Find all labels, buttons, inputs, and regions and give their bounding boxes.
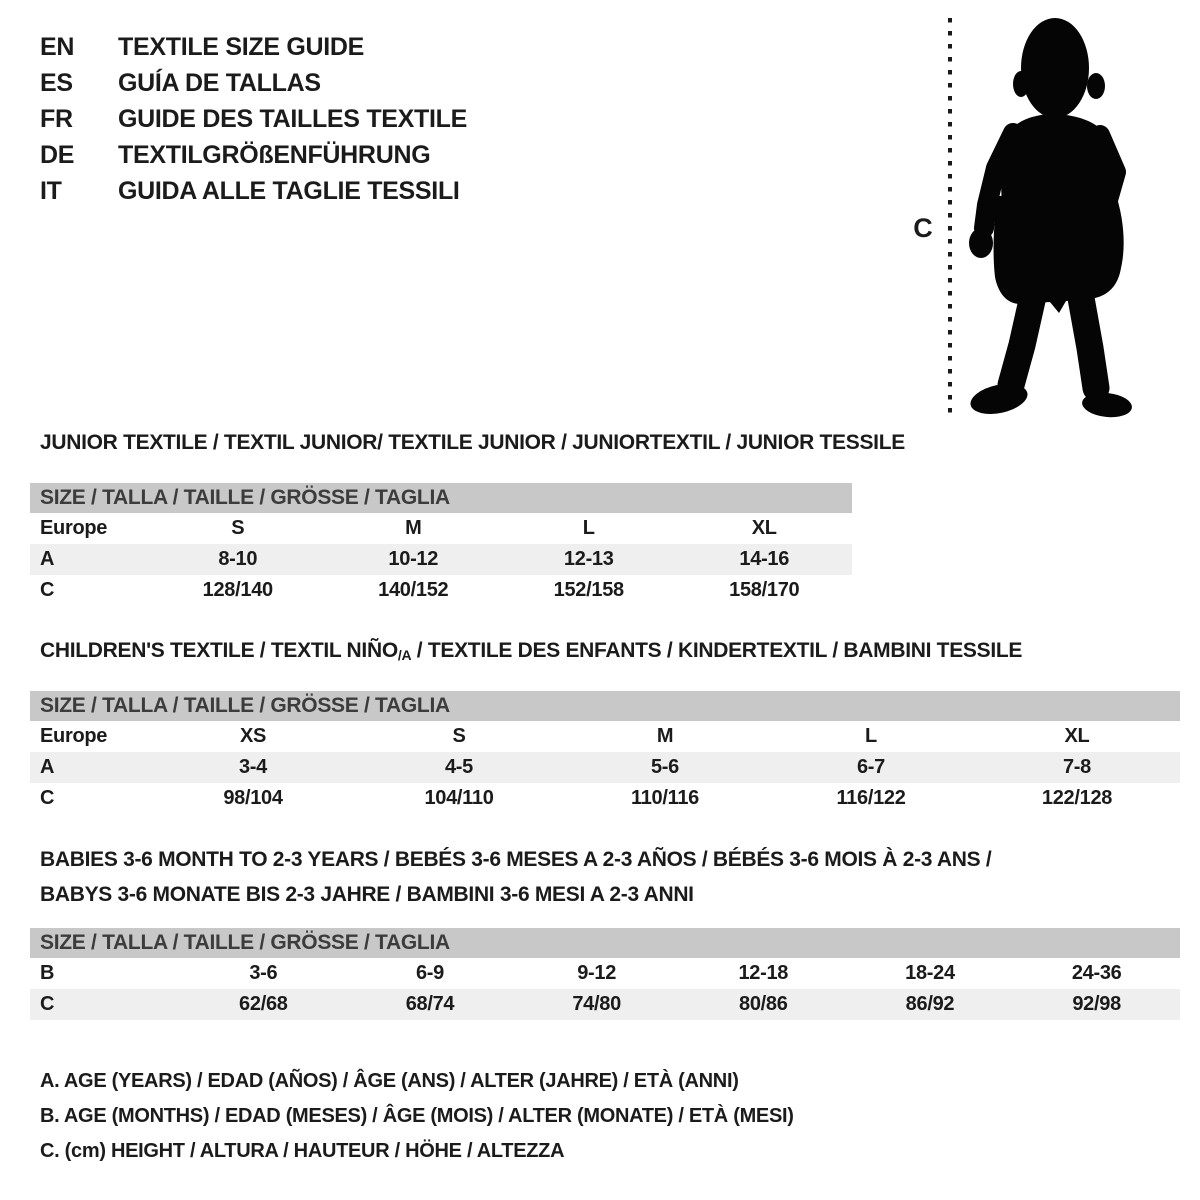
- table-row: [30, 989, 1180, 1020]
- value-cell: 3-4: [238, 756, 267, 778]
- language-row: [40, 29, 467, 65]
- section-childrens-textile: [30, 638, 1180, 814]
- value-cell: 12-13: [563, 548, 614, 570]
- language-code: IT: [40, 176, 62, 205]
- childrens-title-rest: / TEXTILE DES ENFANTS / KINDERTEXTIL / BAMBINI TESSILE: [411, 639, 1023, 662]
- table-row: [30, 721, 1180, 752]
- row-label-cell: A: [40, 756, 55, 778]
- value-cell: 8-10: [218, 548, 258, 570]
- value-cell: S: [452, 725, 466, 747]
- row-label-cell: Europe: [40, 517, 108, 539]
- babies-section-title: [40, 842, 1180, 912]
- language-code: FR: [40, 104, 73, 133]
- babies-title-line1: BABIES 3-6 MONTH TO 2-3 YEARS / BEBÉS 3-6 MESES A 2-3 AÑOS / BÉBÉS 3-6 MOIS À 2-3 ANS /: [40, 848, 992, 871]
- childrens-size-table: [30, 721, 1180, 814]
- legend-line-age-years: A. AGE (YEARS) / EDAD (AÑOS) / ÂGE (ANS) / ALTER (JAHRE) / ETÀ (ANNI): [40, 1070, 739, 1092]
- value-cell: 122/128: [1041, 787, 1113, 809]
- row-label-cell: A: [40, 548, 55, 570]
- value-cell: 158/170: [729, 579, 800, 601]
- value-cell: 140/152: [378, 579, 449, 601]
- legend-line-age-months: B. AGE (MONTHS) / EDAD (MESES) / ÂGE (MOIS) / ALTER (MONATE) / ETÀ (MESI): [40, 1105, 794, 1127]
- value-cell: 7-8: [1062, 756, 1091, 778]
- value-cell: L: [582, 517, 595, 539]
- childrens-size-header-bar: SIZE / TALLA / TAILLE / GRÖSSE / TAGLIA: [30, 691, 1180, 721]
- value-cell: 74/80: [572, 993, 621, 1015]
- child-silhouette-figure: [900, 0, 1160, 420]
- row-label-cell: C: [40, 579, 55, 601]
- value-cell: 92/98: [1072, 993, 1121, 1015]
- legend: [40, 1064, 794, 1169]
- child-silhouette-icon: [968, 18, 1133, 420]
- value-cell: L: [865, 725, 877, 747]
- language-row: [40, 137, 467, 173]
- language-title: GUÍA DE TALLAS: [118, 68, 321, 97]
- value-cell: 4-5: [444, 756, 473, 778]
- value-cell: 12-18: [738, 962, 789, 984]
- value-cell: 104/110: [424, 787, 494, 809]
- junior-section-title: JUNIOR TEXTILE / TEXTIL JUNIOR/ TEXTILE JUNIOR / JUNIORTEXTIL / JUNIOR TESSILE: [40, 431, 905, 454]
- language-title: TEXTILGRÖßENFÜHRUNG: [118, 140, 431, 169]
- childrens-title-main: CHILDREN'S TEXTILE / TEXTIL NIÑO: [40, 639, 398, 662]
- language-code: DE: [40, 140, 75, 169]
- language-title: TEXTILE SIZE GUIDE: [118, 32, 365, 61]
- value-cell: 128/140: [202, 579, 273, 601]
- junior-size-header-bar: SIZE / TALLA / TAILLE / GRÖSSE / TAGLIA: [30, 483, 852, 513]
- value-cell: XL: [751, 517, 777, 539]
- value-cell: 68/74: [405, 993, 455, 1015]
- table-row: [30, 513, 852, 544]
- value-cell: 116/122: [836, 787, 906, 809]
- value-cell: 14-16: [739, 548, 790, 570]
- babies-size-header-bar: SIZE / TALLA / TAILLE / GRÖSSE / TAGLIA: [30, 928, 1180, 958]
- language-title: GUIDA ALLE TAGLIE TESSILI: [118, 176, 460, 205]
- row-label-cell: C: [40, 993, 55, 1015]
- language-code: ES: [40, 68, 73, 97]
- value-cell: 24-36: [1071, 962, 1122, 984]
- row-label-cell: Europe: [40, 725, 108, 747]
- value-cell: XL: [1064, 725, 1090, 747]
- section-babies-textile: [30, 842, 1180, 1020]
- language-title: GUIDE DES TAILLES TEXTILE: [118, 104, 468, 133]
- value-cell: 110/116: [631, 787, 699, 809]
- table-row: [30, 783, 1180, 814]
- language-code: EN: [40, 32, 75, 61]
- legend-line-height-cm: C. (cm) HEIGHT / ALTURA / HAUTEUR / HÖHE / ALTEZZA: [40, 1140, 565, 1162]
- value-cell: M: [405, 517, 422, 539]
- row-label-cell: C: [40, 787, 55, 809]
- language-list: [40, 29, 467, 209]
- babies-title-line2: BABYS 3-6 MONATE BIS 2-3 JAHRE / BAMBINI 3-6 MESI A 2-3 ANNI: [40, 883, 694, 906]
- value-cell: M: [656, 725, 674, 747]
- value-cell: XS: [239, 725, 267, 747]
- value-cell: 80/86: [739, 993, 788, 1015]
- childrens-section-title: [40, 638, 1180, 665]
- childrens-title-sub: /A: [397, 647, 412, 663]
- value-cell: 5-6: [650, 756, 679, 778]
- value-cell: 6-9: [415, 962, 444, 984]
- table-row: [30, 958, 1180, 989]
- babies-size-table: [30, 958, 1180, 1020]
- value-cell: 98/104: [223, 787, 283, 809]
- junior-size-table: [30, 513, 852, 606]
- value-cell: 62/68: [239, 993, 288, 1015]
- figure-height-label: C: [913, 213, 933, 243]
- table-row: [30, 544, 852, 575]
- row-label-cell: B: [40, 962, 55, 984]
- language-row: [40, 173, 467, 209]
- value-cell: 152/158: [553, 579, 624, 601]
- language-row: [40, 101, 467, 137]
- language-row: [40, 65, 467, 101]
- value-cell: 9-12: [577, 962, 617, 984]
- value-cell: S: [231, 517, 245, 539]
- section-junior-textile: [30, 430, 905, 606]
- table-row: [30, 752, 1180, 783]
- value-cell: 6-7: [856, 756, 885, 778]
- table-row: [30, 575, 852, 606]
- value-cell: 3-6: [249, 962, 278, 984]
- value-cell: 10-12: [388, 548, 439, 570]
- value-cell: 18-24: [905, 962, 955, 984]
- value-cell: 86/92: [905, 993, 955, 1015]
